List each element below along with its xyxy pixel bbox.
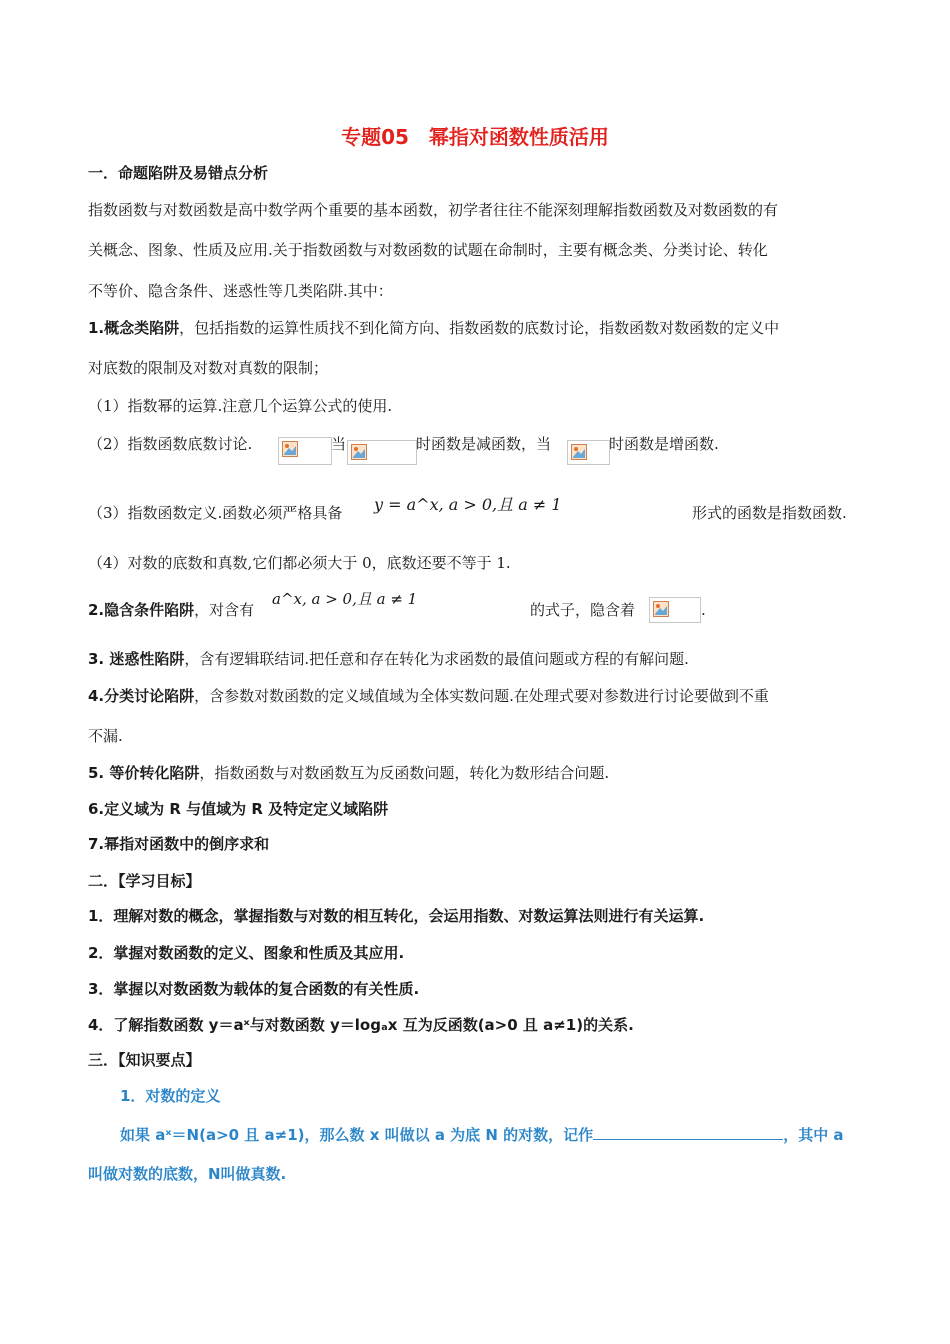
- broken-image-icon: [347, 440, 417, 465]
- log-definition-a: 如果 aˣ＝N(a>0 且 a≠1)，那么数 x 叫做以 a 为底 N 的对数，记作: [120, 1126, 594, 1144]
- broken-image-icon: [567, 440, 610, 465]
- point-7: 7.幂指对函数中的倒序求和: [88, 835, 270, 853]
- point-3-label: 3. 迷惑性陷阱: [88, 650, 185, 668]
- section2-heading: 二．【学习目标】: [88, 872, 201, 890]
- point-5: [88, 763, 609, 783]
- sub-item-2-a: （2）指数函数底数讨论.: [88, 435, 253, 453]
- goal-1: 1．理解对数的概念，掌握指数与对数的相互转化，会运用指数、对数运算法则进行有关运算.: [88, 907, 705, 925]
- point-1: [88, 318, 779, 338]
- goal-4: 4．了解指数函数 y＝aˣ与对数函数 y＝logₐx 互为反函数(a>0 且 a≠1)的关系.: [88, 1016, 634, 1034]
- point-1-line-2: 对底数的限制及对数对真数的限制；: [88, 359, 329, 377]
- point-3-text: ，含有逻辑联结词.把任意和存在转化为求函数的最值问题或方程的有解问题.: [184, 650, 689, 668]
- point-4-line-2: 不漏.: [88, 727, 123, 745]
- point-1-label: 1.概念类陷阱: [88, 319, 180, 337]
- point-5-text: ，指数函数与对数函数互为反函数问题，转化为数形结合问题.: [199, 764, 610, 782]
- sub-item-3-a: （3）指数函数定义.函数必须严格具备: [88, 504, 343, 522]
- goal-2: 2．掌握对数函数的定义、图象和性质及其应用.: [88, 944, 405, 962]
- point-2-text-b: 的式子，隐含着: [530, 601, 636, 619]
- point-6: 6.定义域为 R 与值域为 R 及特定定义域陷阱: [88, 800, 389, 818]
- log-definition-heading: 1．对数的定义: [120, 1087, 221, 1105]
- log-definition-line-2: 叫做对数的底数，N叫做真数.: [88, 1165, 287, 1183]
- exponential-function-formula: y = a^x, a > 0,且 a ≠ 1: [374, 495, 562, 514]
- broken-image-icon: [278, 437, 332, 465]
- point-2: [88, 600, 254, 620]
- goal-3: 3．掌握以对数函数为载体的复合函数的有关性质.: [88, 980, 420, 998]
- page-title: 专题05 幂指对函数性质活用: [341, 125, 609, 149]
- log-definition-b: ，其中 a: [783, 1126, 844, 1144]
- sub-item-3-b: 形式的函数是指数函数.: [692, 504, 847, 522]
- point-2-text: ，对含有: [194, 601, 255, 619]
- sub-item-2-d: 时函数是增函数.: [609, 435, 719, 453]
- log-definition-text: [120, 1123, 844, 1145]
- intro-line-3: 不等价、隐含条件、迷惑性等几类陷阱.其中：: [88, 282, 393, 300]
- point-3: [88, 649, 689, 669]
- broken-image-icon: [649, 597, 701, 623]
- point-2-label: 2.隐含条件陷阱: [88, 601, 195, 619]
- intro-line-1: 指数函数与对数函数是高中数学两个重要的基本函数，初学者往往不能深刻理解指数函数及对数函数的有: [88, 201, 779, 219]
- point-2-period: .: [701, 601, 706, 619]
- point-4: [88, 686, 769, 706]
- sub-item-2-c: 时函数是减函数，当: [416, 435, 552, 453]
- intro-line-2: 关概念、图象、性质及应用.关于指数函数与对数函数的试题在命制时，主要有概念类、分类讨论、转化: [88, 241, 768, 259]
- hidden-condition-formula: a^x, a > 0,且 a ≠ 1: [272, 590, 418, 608]
- point-5-label: 5. 等价转化陷阱: [88, 764, 200, 782]
- point-1-text: ，包括指数的运算性质找不到化简方向、指数函数的底数讨论，指数函数对数函数的定义中: [179, 319, 780, 337]
- section1-heading: 一．命题陷阱及易错点分析: [88, 164, 269, 182]
- sub-item-2-b: 当: [331, 435, 347, 453]
- sub-item-4: （4）对数的底数和真数,它们都必须大于 0，底数还要不等于 1.: [88, 554, 511, 572]
- section3-heading: 三．【知识要点】: [88, 1051, 201, 1069]
- fill-in-blank[interactable]: [593, 1123, 783, 1140]
- sub-item-1: （1）指数幂的运算.注意几个运算公式的使用.: [88, 397, 393, 415]
- point-4-text: ，含参数对数函数的定义域值域为全体实数问题.在处理式要对参数进行讨论要做到不重: [194, 687, 769, 705]
- point-4-label: 4.分类讨论陷阱: [88, 687, 195, 705]
